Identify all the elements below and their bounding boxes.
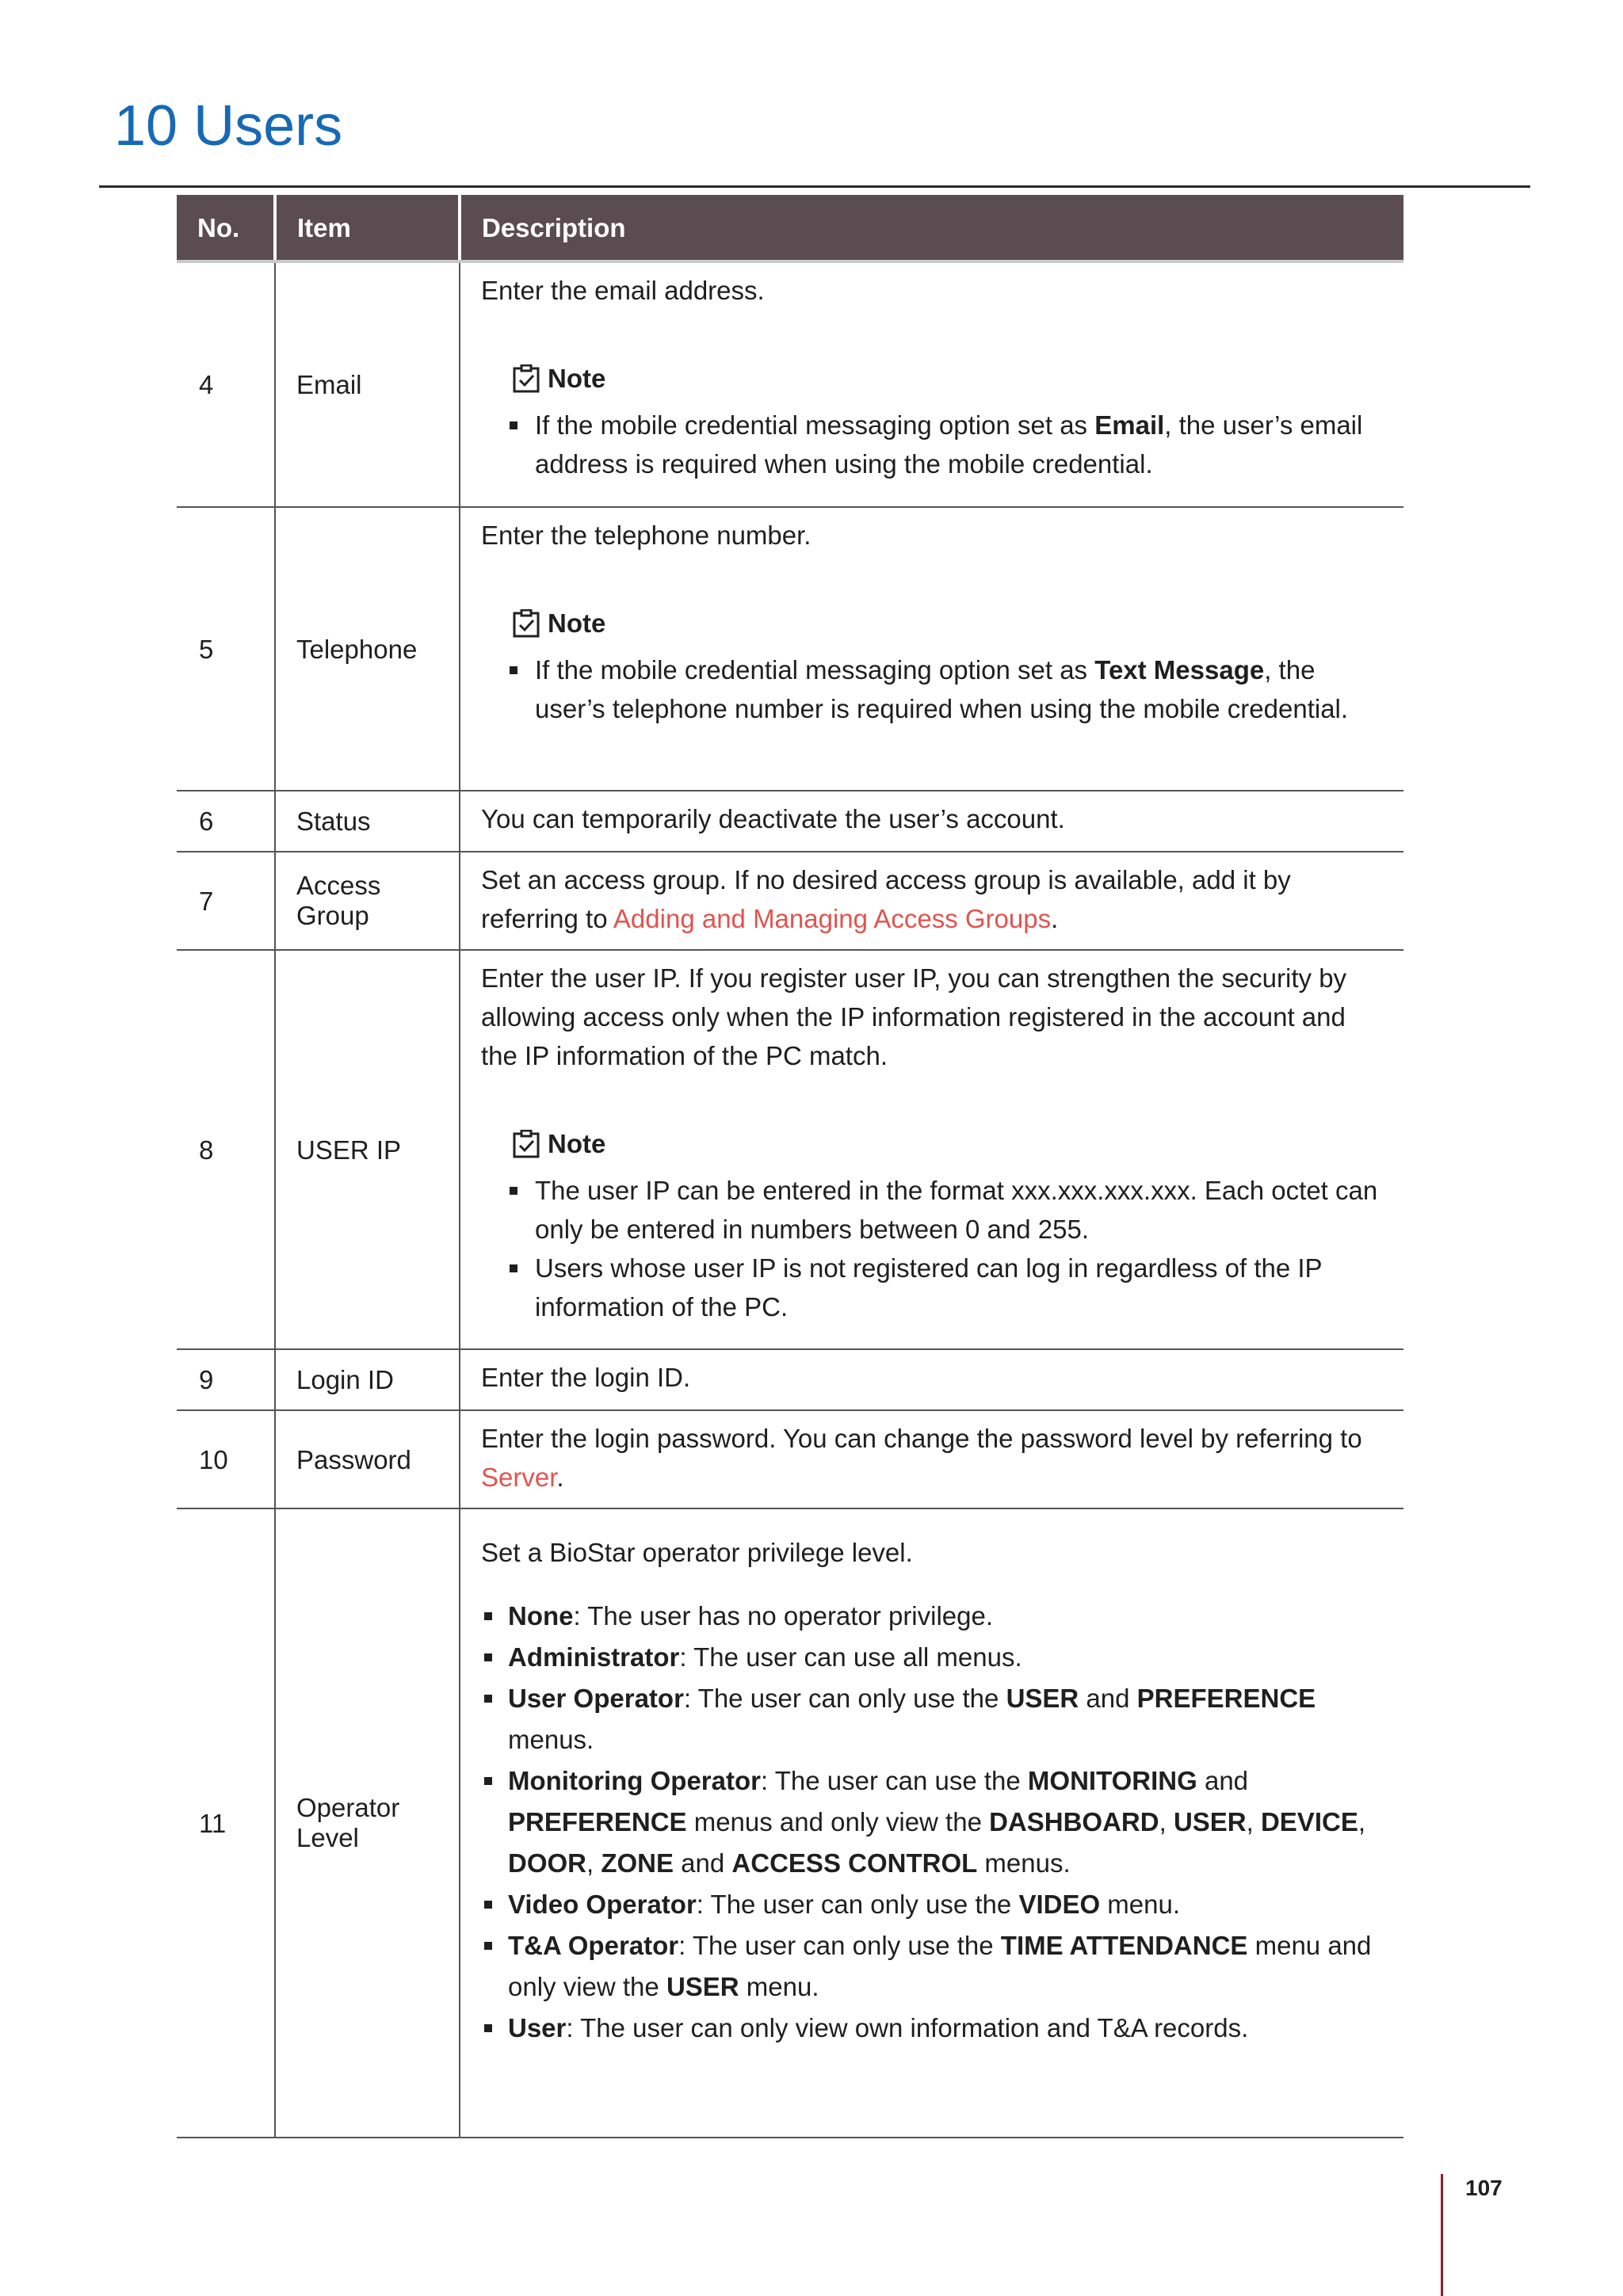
row-description [460, 1508, 1403, 2138]
list-item: Monitoring Operator: The user can use the MONITORING and PREFERENCE menus and only view the DASHBOARD, USER, DEVICE, DOOR, ZONE and ACCESS CONTROL menus. [508, 1760, 1380, 1884]
note-heading [513, 604, 1380, 643]
list-item: User: The user can only view own information and T&A records. [508, 2008, 1380, 2049]
row-number: 11 [177, 1508, 275, 2138]
header-description: Description [460, 195, 1403, 261]
operator-level-list [481, 1596, 1380, 2049]
note-list [481, 1171, 1380, 1326]
table-row-password [177, 1410, 1403, 1508]
note-label: Note [548, 608, 606, 638]
header-rule [99, 185, 1530, 188]
row-description [460, 950, 1403, 1349]
row-item: Access Group [275, 852, 460, 950]
row-number: 4 [177, 261, 275, 507]
row-number: 7 [177, 852, 275, 950]
row-item: USER IP [275, 950, 460, 1349]
page-number: 107 [1465, 2176, 1503, 2200]
access-groups-link[interactable]: Adding and Managing Access Groups [613, 904, 1052, 933]
footer-rule [1441, 2174, 1443, 2296]
chapter-title: 10 Users [114, 94, 343, 158]
clipboard-check-icon [513, 609, 540, 638]
list-item: Administrator: The user can use all menus. [508, 1637, 1380, 1678]
table-header-row [177, 195, 1403, 261]
table-row-user-ip [177, 950, 1403, 1349]
note-list [481, 650, 1380, 728]
server-link[interactable]: Server [481, 1463, 557, 1492]
description-text: Enter the telephone number. [481, 521, 812, 550]
note-item: If the mobile credential messaging option set as Email, the user’s email address is required when using the mobile credential. [535, 406, 1380, 483]
row-item: Login ID [275, 1349, 460, 1410]
note-heading [513, 359, 1380, 398]
row-item: Email [275, 261, 460, 507]
description-text: Set a BioStar operator privilege level. [481, 1538, 913, 1567]
row-description [460, 261, 1403, 507]
header-no: No. [177, 195, 275, 261]
table-row-telephone [177, 507, 1403, 791]
users-field-table [177, 195, 1403, 2138]
list-item: T&A Operator: The user can only use the TIME ATTENDANCE menu and only view the USER menu. [508, 1925, 1380, 2008]
list-item: None: The user has no operator privilege. [508, 1596, 1380, 1637]
row-description [460, 507, 1403, 791]
list-item: Video Operator: The user can only use the VIDEO menu. [508, 1884, 1380, 1925]
description-text: Enter the user IP. If you register user IP, you can strengthen the security by allowing access only when the IP information registered in the account and the IP information of the PC match. [481, 963, 1347, 1070]
table-row-email [177, 261, 1403, 507]
row-number: 5 [177, 507, 275, 791]
note-item: Users whose user IP is not registered can log in regardless of the IP information of the PC. [535, 1249, 1380, 1326]
row-number: 10 [177, 1410, 275, 1508]
table-row-access-group [177, 852, 1403, 950]
row-description: Set an access group. If no desired access group is available, add it by referring to Adding and Managing Access Groups. [460, 852, 1403, 950]
note-label: Note [548, 364, 606, 393]
row-item: Telephone [275, 507, 460, 791]
header-item: Item [275, 195, 460, 261]
clipboard-check-icon [513, 364, 540, 393]
table-row-operator-level [177, 1508, 1403, 2138]
row-number: 8 [177, 950, 275, 1349]
note-heading [513, 1124, 1380, 1163]
table-row-status [177, 791, 1403, 852]
description-text: Enter the email address. [481, 276, 765, 305]
row-description: Enter the login ID. [460, 1349, 1403, 1410]
row-description: You can temporarily deactivate the user’s account. [460, 791, 1403, 852]
row-item: Password [275, 1410, 460, 1508]
row-description: Enter the login password. You can change the password level by referring to Server. [460, 1410, 1403, 1508]
row-number: 6 [177, 791, 275, 852]
list-item: User Operator: The user can only use the USER and PREFERENCE menus. [508, 1678, 1380, 1760]
row-number: 9 [177, 1349, 275, 1410]
note-item: If the mobile credential messaging option set as Text Message, the user’s telephone number is required when using the mobile credential. [535, 650, 1380, 728]
note-label: Note [548, 1129, 606, 1158]
row-item: Status [275, 791, 460, 852]
note-list [481, 406, 1380, 483]
clipboard-check-icon [513, 1130, 540, 1158]
row-item: Operator Level [275, 1508, 460, 2138]
table-row-login-id [177, 1349, 1403, 1410]
note-item: The user IP can be entered in the format xxx.xxx.xxx.xxx. Each octet can only be entered in numbers between 0 and 255. [535, 1171, 1380, 1249]
